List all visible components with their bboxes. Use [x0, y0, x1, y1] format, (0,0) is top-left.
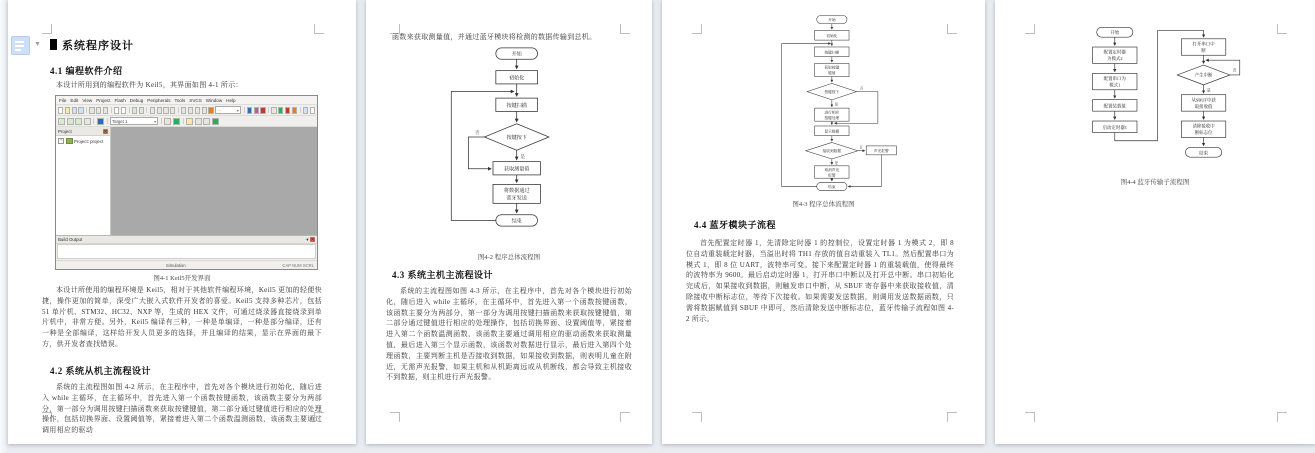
page-4[interactable]: [995, 0, 1315, 444]
menu-window: Window: [205, 97, 223, 103]
manage-components-icon: [173, 118, 180, 125]
svg-text:结束: 结束: [1199, 150, 1209, 156]
new-file-icon: [58, 107, 63, 114]
svg-text:是: 是: [834, 102, 838, 107]
keil-description-paragraph[interactable]: 本设计所使用的编程环境是 Keil5，相对于其他软件编程环境，Keil5 更加的轻便快捷，操作更加的简单，深受广大嵌入式软件开发者的喜爱。Keil5 支持多种芯片，包括 51 单片机、STM32、HC32、NXP 等，生成的 HEX 文件，可通过烧录器直接烧录到单片机中，非常方便。另外，Keil5 编译有三种，一种是单编译，一种是部分编译，还有一种是全部编译，这样给开发人员更多的选择，并且编译的结果，显示在界面的最下方，供开发者查找错误。: [42, 286, 322, 348]
status-simulation: Simulation: [166, 262, 186, 268]
svg-text:打开串口中: 打开串口中: [1192, 41, 1215, 47]
debug-session-icon: [254, 107, 259, 114]
bookmark-next-icon: [163, 107, 168, 114]
menu-debug: Debug: [129, 97, 144, 103]
margin-mark-icon: [42, 24, 52, 34]
bluetooth-paragraph[interactable]: 首先配置定时器 1，先清除定时器 1 的控制位，设置定时器 1 为模式 2，即 8 位自动重装载定时器，当溢出时将 TH1 存放的值自动重装入 TL1。然后配置串口为模式 1，即 8 位 UART，波特率可变。接下来配置定时器 1 的重装载值，使得最终的波特率为 9600。最后启动定时器 1，打开串口中断以及打开总中断。串口初始化完成后，如果接收到数据，则触发串口中断，从 SBUF 寄存器中来获取接收值，清除接收中断标志位，等待下次接收。如果需要发送数据，则调用发送数据函数，只需将数据赋值到 SBUF 中即可，然后清除发送中断标志位，蓝牙传输子流程如图 4-2 所示。: [686, 239, 954, 323]
save-all-icon: [78, 107, 83, 114]
page-3[interactable]: [662, 0, 985, 444]
close-icon: ✕: [103, 128, 108, 134]
svg-text:结束: 结束: [511, 218, 522, 225]
svg-text:按键扫描: 按键扫描: [506, 103, 527, 110]
help-icon: [310, 107, 315, 114]
master-flow-paragraph[interactable]: 系统的主流程图如图 4-3 所示，在主程序中，首先对各个模块进行初始化，随后进入 while 主循环，在主循环中，首先进入第一个函数按键函数，该函数主要分为两部分，第一部分为调用按键扫描函数来获取按键键值，第二部分通过键值进行相应的处理操作，包括切换界面、设置阈值等，紧接着进入第二个函数温测函数，该函数主要通过调用相应的驱动函数来获取测量值，最后进入第三个显示函数，该函数对数据进行显示，最后进入第四个处理函数，主要判断主机是否接收到数据，如果接收到数据，则表明儿童在附近，无需声光报警，如果主机和从机距离远或从机断线，都会导致主机接收不到数据，则主机进行声光报警。: [386, 287, 632, 382]
outline-toggle[interactable]: [11, 36, 51, 56]
margin-mark-icon: [947, 24, 957, 34]
svg-text:报警: 报警: [828, 173, 836, 178]
window-layout-icon: [303, 107, 308, 114]
build-output-content: [57, 244, 316, 259]
project-panel-title: Project: [58, 128, 72, 134]
svg-text:断标志位: 断标志位: [1194, 130, 1213, 136]
svg-text:模式1: 模式1: [1109, 82, 1121, 88]
section-4-1-heading[interactable]: 4.1 编程软件介绍: [50, 66, 123, 76]
svg-text:接收到数据: 接收到数据: [822, 149, 842, 154]
menu-tools: Tools: [174, 97, 186, 103]
menu-flash: Flash: [114, 97, 126, 103]
find-combobox: ··· ▾: [217, 107, 239, 113]
svg-text:断: 断: [1201, 47, 1206, 53]
project-tree-item: [58, 138, 108, 144]
svg-text:显示数据: 显示数据: [824, 129, 840, 134]
margin-mark-icon: [1277, 24, 1287, 34]
svg-text:初始化: 初始化: [826, 34, 838, 39]
bookmark-icon: [150, 107, 155, 114]
keil-editor-area: [111, 127, 317, 235]
cut-icon: [89, 107, 94, 114]
svg-text:否: 否: [860, 86, 864, 91]
undo-icon: [114, 107, 119, 114]
intro-paragraph[interactable]: 本设计所用到的编程软件为 Keil5，其界面如图 4-1 所示：: [56, 81, 243, 89]
close-icon: ✕: [310, 237, 315, 242]
outdent-icon: [188, 107, 193, 114]
stop-icon: [285, 107, 290, 114]
svg-text:产生中断: 产生中断: [1194, 72, 1213, 78]
section-4-4-heading[interactable]: 4.4 蓝牙模块子流程: [694, 220, 777, 230]
svg-text:获取测量值: 获取测量值: [503, 166, 530, 173]
svg-text:配置装载值: 配置装载值: [1103, 103, 1126, 109]
margin-mark-icon: [947, 412, 957, 422]
chapter-heading-text[interactable]: 系统程序设计: [62, 40, 134, 52]
build-icon: [67, 118, 74, 125]
indent-icon: [181, 107, 186, 114]
menu-peripherals: Peripherals: [147, 97, 171, 103]
svg-text:进行相应: 进行相应: [824, 110, 840, 115]
keil-project-panel: [56, 127, 111, 235]
section-4-3-heading[interactable]: 4.3 系统主机主流程设计: [392, 270, 494, 280]
file-extensions-icon: [186, 118, 193, 125]
menu-svcs: SVCS: [189, 97, 202, 103]
project-tree-label: Project: project: [74, 138, 104, 144]
svg-text:将数据通过: 将数据通过: [503, 187, 530, 194]
menu-view: View: [82, 97, 93, 103]
flowchart-4-2: [436, 46, 586, 246]
flowchart-4-3: [757, 14, 917, 194]
rebuild-icon: [75, 118, 82, 125]
keil-toolbar-build: [56, 116, 317, 127]
project-folder-icon: [66, 138, 73, 144]
nav-back-icon: [132, 107, 137, 114]
menu-help: Help: [226, 97, 236, 103]
svg-text:配置串口为: 配置串口为: [1103, 75, 1126, 81]
menu-edit: Edit: [70, 97, 79, 103]
chapter-heading[interactable]: [50, 37, 134, 53]
slave-flow-continuation[interactable]: 函数来获取测量值，并通过蓝牙模块将检测的数据传输到总机。: [392, 33, 597, 41]
status-locks: CAP NUM SCRL: [282, 262, 314, 268]
svg-text:启动定时器1: 启动定时器1: [1102, 124, 1127, 130]
find-in-files-icon: [247, 107, 252, 114]
download-icon: [97, 118, 104, 125]
keil-build-output-panel: [56, 235, 317, 260]
keil-menubar: [56, 96, 317, 105]
margin-mark-icon: [390, 412, 400, 422]
svg-text:取接收值: 取接收值: [1194, 103, 1213, 109]
nav-forward-icon: [139, 107, 144, 114]
batch-build-icon: [84, 118, 91, 125]
svg-text:配置定时器: 配置定时器: [1103, 49, 1126, 55]
keil-toolbar-main: [56, 105, 317, 116]
figure-4-3-caption: 图4-3 程序总体流程图: [792, 201, 855, 208]
find-icon: [208, 107, 213, 114]
svg-text:否: 否: [474, 130, 480, 136]
tree-expand-icon: +: [59, 138, 63, 142]
open-file-icon: [65, 107, 70, 114]
svg-text:按键处理: 按键处理: [824, 115, 840, 120]
pin-icon: ▾: [306, 236, 309, 242]
page-1[interactable]: [8, 0, 356, 444]
svg-text:取消声光: 取消声光: [824, 167, 840, 172]
svg-text:按键按下: 按键按下: [824, 90, 840, 95]
svg-text:声光报警: 声光报警: [873, 149, 889, 154]
translate-icon: [58, 118, 65, 125]
comment-icon: [195, 107, 200, 114]
target-select: Target 1 ▾: [112, 118, 157, 124]
keil-status-bar: [56, 260, 317, 269]
svg-text:开始: 开始: [828, 17, 836, 22]
menu-file: File: [59, 97, 67, 103]
menu-project: Project: [96, 97, 111, 103]
svg-text:蓝牙发送: 蓝牙发送: [506, 195, 527, 202]
figure-4-1-caption: 图4-1 Keil5开发界面: [153, 275, 211, 282]
svg-text:是: 是: [520, 153, 526, 159]
run-icon: [278, 107, 283, 114]
paste-icon: [103, 107, 108, 114]
build-output-title: Build Output: [58, 237, 83, 242]
margin-mark-icon: [692, 412, 702, 422]
uncomment-icon: [202, 107, 207, 114]
svg-text:开始: 开始: [511, 51, 522, 58]
margin-mark-icon: [314, 24, 324, 34]
svg-text:按键扫描: 按键扫描: [824, 50, 840, 55]
margin-mark-icon: [1277, 412, 1287, 422]
redo-icon: [121, 107, 126, 114]
svg-text:开始: 开始: [1110, 29, 1120, 35]
svg-text:获取按键: 获取按键: [824, 65, 840, 70]
page-2[interactable]: [366, 0, 652, 444]
save-icon: [72, 107, 77, 114]
svg-text:从SBUF中获: 从SBUF中获: [1191, 97, 1216, 103]
svg-text:结束: 结束: [828, 185, 836, 190]
flowchart-4-4: [1065, 24, 1255, 172]
margin-mark-icon: [1025, 412, 1035, 422]
workspace-left-edge: [0, 0, 8, 453]
svg-text:是: 是: [1206, 87, 1211, 93]
breakpoint-icon: [260, 107, 265, 114]
svg-text:键值: 键值: [828, 71, 836, 76]
reset-icon: [292, 107, 297, 114]
target-options-icon: [164, 118, 171, 125]
document-outline-icon[interactable]: [11, 36, 30, 55]
svg-text:是: 是: [834, 160, 838, 165]
svg-text:否: 否: [859, 145, 863, 150]
svg-text:清除接收中: 清除接收中: [1192, 123, 1215, 129]
svg-text:为模式2: 为模式2: [1107, 56, 1123, 62]
slave-flow-paragraph[interactable]: 系统的主流程图如图 4-2 所示，在主程序中，首先对各个模块进行初始化，随后进入 while 主循环，在主循环中，首先进入第一个函数按键函数，该函数主要分为两部分，第一部分为调用按键扫描函数来获取按键键值，第二部分通过键值进行相应的处理操作，包括切换界面、设置阈值等，紧接着进入第二个函数温测函数，该函数主要通过调用相应的驱动: [42, 383, 322, 435]
svg-text:初始化: 初始化: [509, 75, 525, 82]
copy-icon: [96, 107, 101, 114]
step-icon: [271, 107, 276, 114]
svg-text:按键按下: 按键按下: [506, 134, 527, 141]
pack-installer-icon: [212, 118, 219, 125]
section-4-2-heading[interactable]: 4.2 系统从机主流程设计: [50, 366, 152, 376]
margin-mark-icon: [692, 24, 702, 34]
bookmark-prev-icon: [157, 107, 162, 114]
margin-mark-icon: [1025, 24, 1035, 34]
keil5-screenshot: [55, 95, 318, 270]
bookmark-clear-icon: [170, 107, 175, 114]
environment-icon: [195, 118, 202, 125]
chevron-down-icon[interactable]: ▼: [34, 41, 41, 48]
margin-mark-icon: [620, 412, 630, 422]
svg-text:否: 否: [1232, 67, 1237, 73]
figure-4-2-caption: 图4-2 程序总体流程图: [477, 254, 541, 261]
figure-4-4-caption: 图4-4 蓝牙传输子流程图: [1120, 179, 1190, 186]
heading-number-block: 4: [50, 39, 56, 49]
books-icon: [203, 118, 210, 125]
